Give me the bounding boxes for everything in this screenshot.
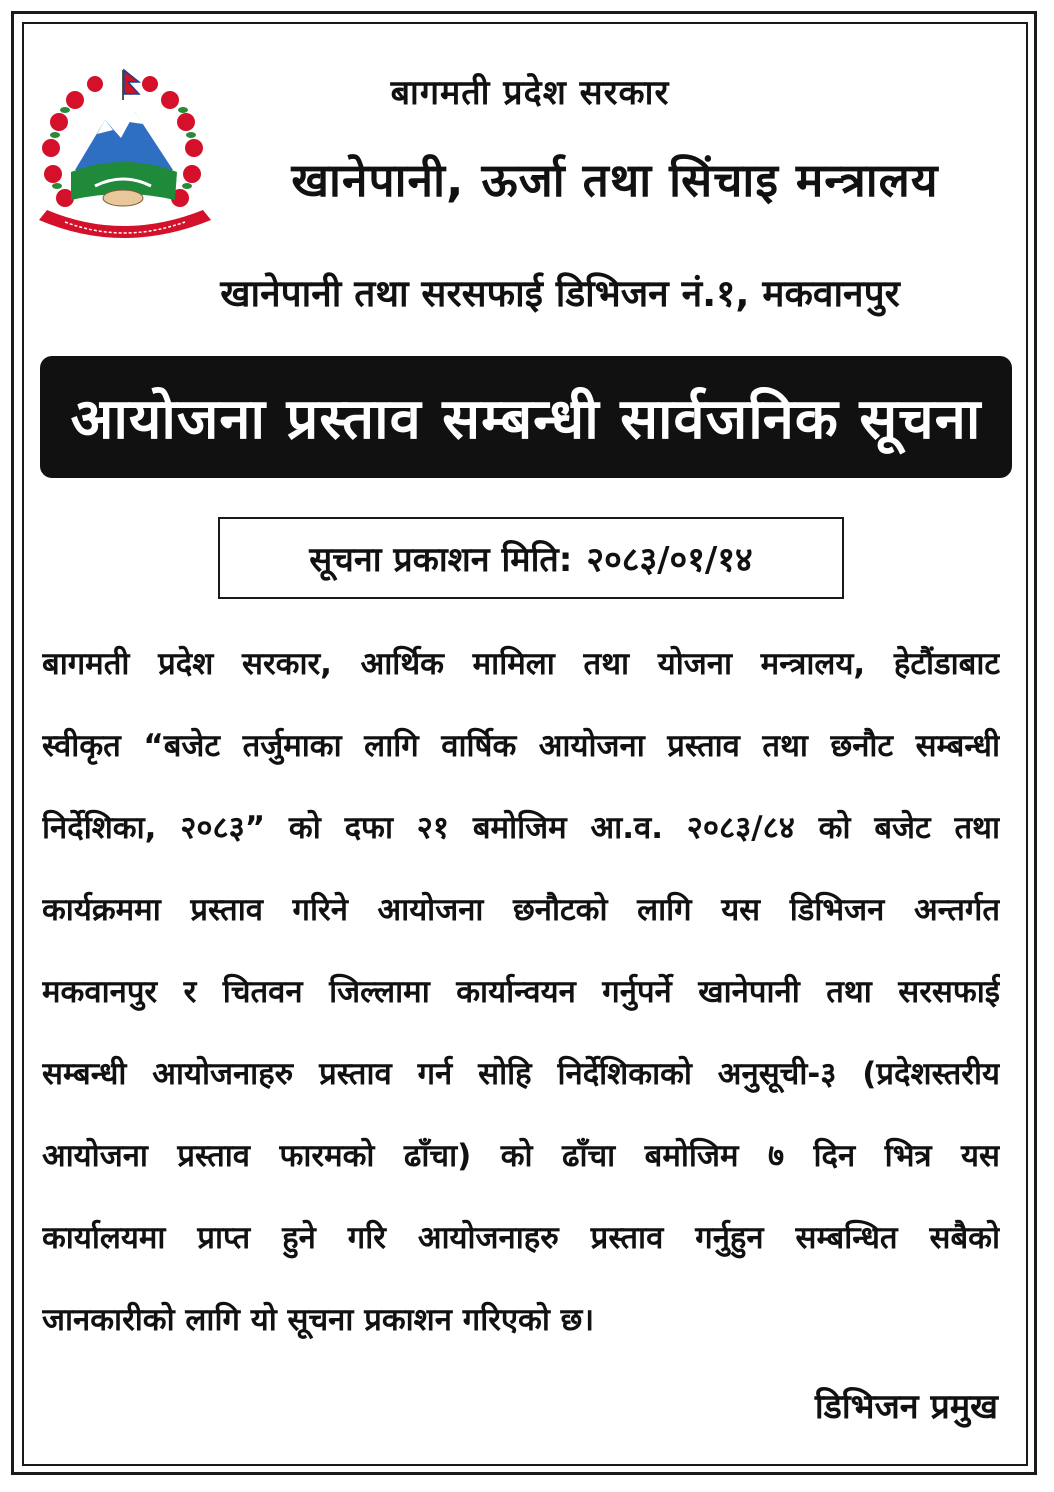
body-line: कार्यालयमा प्राप्त हुने गरि आयोजनाहरु प्रस्ताव गर्नुहुन सम्बन्धित सबैको bbox=[42, 1220, 1000, 1256]
body-line: कार्यक्रममा प्रस्ताव गरिने आयोजना छनौटको लागि यस डिभिजन अन्तर्गत bbox=[42, 892, 1000, 928]
body-line: मकवानपुर र चितवन जिल्लामा कार्यान्वयन गर्नुपर्ने खानेपानी तथा सरसफाई bbox=[42, 974, 1000, 1010]
body-line: सम्बन्धी आयोजनाहरु प्रस्ताव गर्न सोहि निर्देशिकाको अनुसूची-३ (प्रदेशस्तरीय bbox=[42, 1056, 1000, 1092]
header-ministry: खानेपानी, ऊर्जा तथा सिंचाइ मन्त्रालय bbox=[291, 153, 939, 207]
header-division: खानेपानी तथा सरसफाई डिभिजन नं.१, मकवानपुर bbox=[220, 272, 900, 315]
body-line: बागमती प्रदेश सरकार, आर्थिक मामिला तथा योजना मन्त्रालय, हेटौंडाबाट bbox=[42, 646, 1000, 682]
flag-icon bbox=[123, 70, 139, 100]
publication-date-box bbox=[218, 517, 844, 599]
header-government: बागमती प्रदेश सरकार bbox=[390, 73, 670, 113]
notice-title-banner bbox=[40, 356, 1012, 478]
signature-division-chief: डिभिजन प्रमुख bbox=[814, 1387, 998, 1427]
publication-date-value: २०८३/०१/१४ bbox=[586, 540, 753, 580]
body-line: जानकारीको लागि यो सूचना प्रकाशन गरिएको छ। bbox=[42, 1302, 595, 1338]
body-line: निर्देशिका, २०८३” को दफा २१ बमोजिम आ.व. २०८३/८४ को बजेट तथा bbox=[42, 810, 1000, 846]
notice-title: आयोजना प्रस्ताव सम्बन्धी सार्वजनिक सूचना bbox=[70, 387, 982, 452]
notice-body bbox=[42, 622, 1000, 1360]
publication-date-label: सूचना प्रकाशन मिति: bbox=[309, 540, 573, 580]
body-line: आयोजना प्रस्ताव फारमको ढाँचा) को ढाँचा बमोजिम ७ दिन भित्र यस bbox=[42, 1138, 1000, 1174]
nepal-government-emblem-icon bbox=[35, 60, 215, 250]
body-line: स्वीकृत “बजेट तर्जुमाका लागि वार्षिक आयोजना प्रस्ताव तथा छनौट सम्बन्धी bbox=[42, 728, 1000, 764]
